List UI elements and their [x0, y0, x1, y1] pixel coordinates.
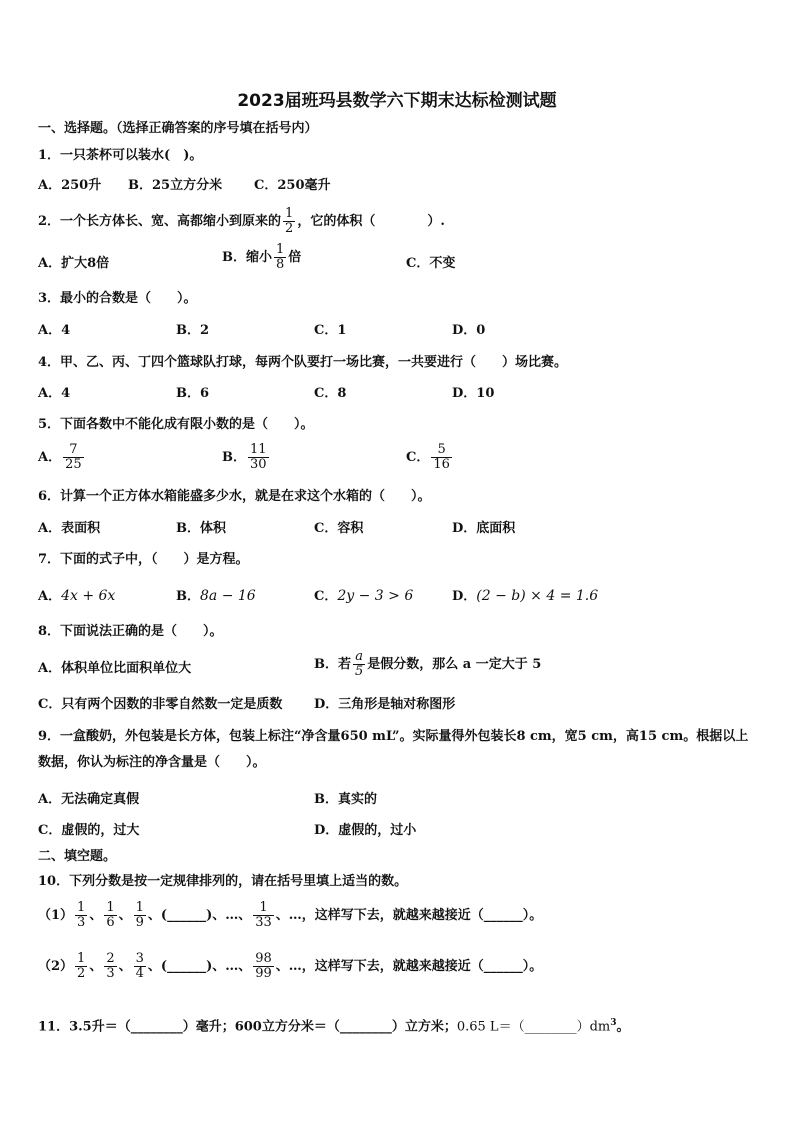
q2-option-b[interactable] — [222, 243, 301, 272]
q5-option-c[interactable] — [406, 443, 454, 472]
question-6: 6．计算一个正方体水箱能盛多少水，就是在求这个水箱的（ ）。 — [38, 489, 431, 504]
q5-a-den: 25 — [65, 457, 82, 472]
q4-option-d[interactable]: D．10 — [452, 386, 495, 401]
q9-option-d[interactable]: D．虚假的，过小 — [314, 823, 417, 838]
question-10: 10．下列分数是按一定规律排列的，请在括号里填上适当的数。 — [38, 874, 408, 889]
q5-c-fraction — [431, 443, 452, 472]
question-4: 4．甲、乙、丙、丁四个篮球队打球，每两个队要打一场比赛，一共要进行（ ）场比赛。 — [38, 355, 568, 370]
q5-b-label: B． — [222, 450, 246, 465]
q1-option-c[interactable]: C．250毫升 — [254, 178, 331, 193]
q10-p1-f3-den: 9 — [135, 915, 144, 930]
q3-option-a[interactable]: A．4 — [38, 323, 71, 338]
q2-b-pre: B．缩小 — [222, 250, 272, 265]
q2-b-den: 8 — [276, 257, 285, 272]
q8-b-post: 是假分数，那么 a 一定大于 5 — [367, 657, 542, 672]
section-heading-choice: 一、选择题。（选择正确答案的序号填在括号内） — [38, 121, 318, 136]
q4-option-c[interactable]: C．8 — [314, 386, 347, 401]
q2-b-num: 1 — [276, 242, 285, 257]
q6-option-b[interactable]: B．体积 — [176, 521, 226, 536]
q5-c-num: 5 — [431, 443, 452, 458]
q10-p1-f2-den: 6 — [106, 915, 115, 930]
q3-option-b[interactable]: B．2 — [176, 323, 210, 338]
q1-option-a[interactable]: A．250升 — [38, 178, 102, 193]
q7-a-label: A． — [38, 589, 62, 604]
q8-option-b[interactable] — [314, 650, 541, 679]
q7-option-c[interactable] — [314, 587, 413, 606]
q7-option-b[interactable] — [176, 587, 256, 606]
q7-c-label: C． — [314, 589, 338, 604]
q8-option-d[interactable]: D．三角形是轴对称图形 — [314, 697, 456, 712]
q8-b-pre: B．若 — [314, 657, 351, 672]
q10-p2-frac-2 — [104, 952, 116, 981]
question-11[interactable] — [38, 1014, 630, 1036]
q10-p1-f1-num: 1 — [77, 900, 86, 915]
question-1: 1．一只茶杯可以装水( )。 — [38, 148, 203, 163]
q10-p2-f2-num: 2 — [106, 951, 115, 966]
q10-p2-label: （2） — [38, 959, 74, 974]
q10-p2-f4-den: 99 — [255, 966, 272, 981]
q10-p2-f3-num: 3 — [135, 951, 144, 966]
q2-fraction — [283, 207, 295, 236]
q2-b-fraction — [274, 243, 286, 272]
q10-p1-frac-4 — [253, 901, 274, 930]
q2-option-c[interactable]: C．不变 — [406, 256, 456, 271]
q5-a-num: 7 — [63, 443, 84, 458]
q6-option-a[interactable]: A．表面积 — [38, 521, 101, 536]
q10-p1-f3-num: 1 — [135, 900, 144, 915]
q9-option-b[interactable]: B．真实的 — [314, 792, 377, 807]
q5-b-fraction — [248, 443, 269, 472]
page-title: 2023届班玛县数学六下期末达标检测试题 — [237, 91, 557, 111]
q4-option-b[interactable]: B．6 — [176, 386, 210, 401]
q10-p1-frac-1 — [75, 901, 87, 930]
q10-p2-f1-den: 2 — [77, 966, 86, 981]
q9-option-a[interactable]: A．无法确定真假 — [38, 792, 140, 807]
q2-stem-post: ，它的体积（ ）. — [297, 214, 445, 229]
q5-option-b[interactable] — [222, 443, 271, 472]
q3-option-c[interactable]: C．1 — [314, 323, 347, 338]
q5-b-num: 11 — [250, 442, 267, 457]
q5-b-den: 30 — [250, 457, 267, 472]
q10-p1-tail[interactable]: 、…，这样写下去，就越来越接近（______）。 — [275, 908, 543, 923]
q10-p1-f4-den: 33 — [255, 915, 272, 930]
question-8: 8．下面说法正确的是（ ）。 — [38, 624, 223, 639]
q4-option-a[interactable]: A．4 — [38, 386, 71, 401]
q10-p2-frac-3 — [134, 952, 146, 981]
q10-part-2: （2） $\frac{1}{2}$ 、 $\frac{2}{3}$ 、 $\frac{3}{4}$ 、(______)、…、 $\frac{98}{99}$ 、…，这样写下去，就越来越接近（______）。 — [38, 951, 543, 981]
q10-p1-f1-den: 3 — [77, 915, 86, 930]
q10-p2-f2-den: 3 — [106, 966, 115, 981]
question-5: 5．下面各数中不能化成有限小数的是（ ）。 — [38, 417, 314, 432]
q5-c-label: C． — [406, 450, 430, 465]
question-9: 9．一盒酸奶，外包装是长方体，包装上标注“净含量650 mL”。实际量得外包装长8 cm，宽5 cm，高15 cm。根据以上数据，你认为标注的净含量是（ ）。 — [38, 729, 749, 770]
q7-d-expr: (2 − b) × 4 = 1.6 — [476, 588, 599, 604]
q8-option-c[interactable]: C．只有两个因数的非零自然数一定是质数 — [38, 697, 283, 712]
q2-option-a[interactable]: A．扩大8倍 — [38, 256, 110, 271]
q10-p2-f3-den: 4 — [135, 966, 144, 981]
q7-a-expr: 4x + 6x — [61, 588, 116, 604]
q10-p2-f1-num: 1 — [77, 951, 86, 966]
q8-b-den: 5 — [355, 664, 364, 679]
q7-option-d[interactable] — [452, 587, 598, 606]
q6-option-d[interactable]: D．底面积 — [452, 521, 516, 536]
q7-option-a[interactable] — [38, 587, 115, 606]
q10-p1-frac-2 — [104, 901, 116, 930]
q10-p2-tail[interactable]: 、…，这样写下去，就越来越接近（______）。 — [275, 959, 543, 974]
question-2 — [38, 207, 445, 236]
q2-frac-den: 2 — [285, 221, 294, 236]
q7-b-expr: 8a − 16 — [200, 588, 256, 604]
q11-exponent: 3 — [610, 1018, 617, 1028]
section-heading-fill: 二、填空题。 — [38, 849, 117, 864]
q10-p1-f4-num: 1 — [253, 901, 274, 916]
q2-frac-num: 1 — [285, 206, 294, 221]
q5-option-a[interactable] — [38, 443, 86, 472]
q5-c-den: 16 — [433, 457, 450, 472]
q10-p1-f2-num: 1 — [106, 900, 115, 915]
q11-end: 。 — [616, 1019, 630, 1035]
q7-d-label: D． — [452, 589, 477, 604]
question-7: 7．下面的式子中，（ ）是方程。 — [38, 552, 249, 567]
q7-c-expr: 2y − 3 > 6 — [337, 588, 414, 604]
q10-part-1: （1） $\frac{1}{3}$ 、 $\frac{1}{6}$ 、 $\frac{1}{9}$ 、(______)、…、 $\frac{1}{33}$ 、…，这样写下去，就越来越接近（______）。 — [38, 900, 543, 930]
q10-p2-frac-1 — [75, 952, 87, 981]
q9-option-c[interactable]: C．虚假的，过大 — [38, 823, 140, 838]
q10-p1-frac-3 — [134, 901, 146, 930]
question-3: 3．最小的合数是（ ）。 — [38, 291, 197, 306]
q10-p1-blank-1[interactable]: 、(______)、…、 — [147, 908, 252, 923]
q5-a-fraction — [63, 443, 84, 472]
q6-option-c[interactable]: C．容积 — [314, 521, 364, 536]
q10-p2-f4-num: 98 — [255, 951, 272, 966]
q2-stem-pre: 2．一个长方体长、宽、高都缩小到原来的 — [38, 214, 282, 229]
q7-b-label: B． — [176, 589, 200, 604]
q10-p2-blank-1[interactable]: 、(______)、…、 — [147, 959, 252, 974]
q8-b-num: a — [353, 650, 365, 665]
q2-b-post: 倍 — [288, 250, 302, 265]
q8-option-a[interactable]: A．体积单位比面积单位大 — [38, 661, 192, 676]
q10-p2-frac-4 — [253, 952, 274, 981]
q5-a-label: A． — [38, 450, 62, 465]
q10-p1-label: （1） — [38, 908, 74, 923]
q11-part-2[interactable]: 0.65 L＝（________）dm — [456, 1019, 611, 1035]
q1-option-b[interactable]: B．25立方分米 — [128, 178, 223, 193]
q8-b-fraction — [353, 650, 365, 679]
q11-part-1[interactable]: 11．3.5升＝（________）毫升；600立方分米＝（________）立方米； — [38, 1019, 457, 1035]
q3-option-d[interactable]: D．0 — [452, 323, 486, 338]
